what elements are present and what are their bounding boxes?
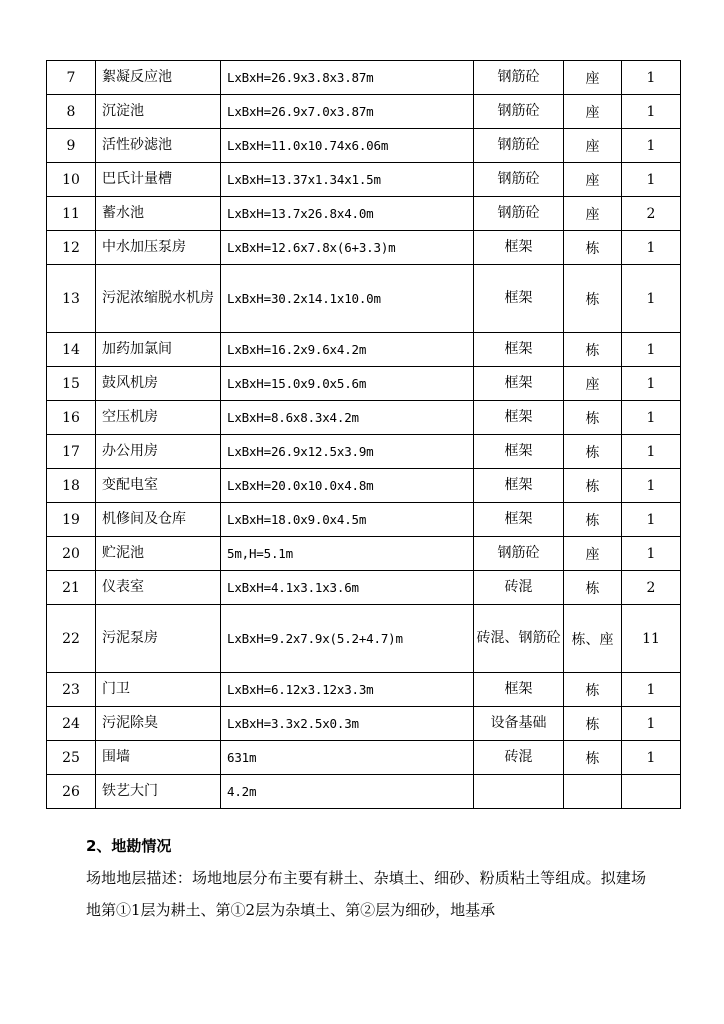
structure-type-cell: 框架 — [474, 265, 564, 333]
item-name-cell: 机修间及仓库 — [96, 503, 221, 537]
structure-type-cell: 框架 — [474, 333, 564, 367]
row-number-cell: 15 — [47, 367, 96, 401]
item-name-cell: 贮泥池 — [96, 537, 221, 571]
table-row — [47, 265, 681, 333]
table-row — [47, 503, 681, 537]
table-row — [47, 571, 681, 605]
quantity-cell: 2 — [622, 197, 681, 231]
quantity-cell: 1 — [622, 537, 681, 571]
unit-cell: 栋 — [564, 469, 622, 503]
structure-type-cell: 钢筋砼 — [474, 61, 564, 95]
dimensions-cell: LxBxH=11.0x10.74x6.06m — [221, 129, 474, 163]
item-name-cell: 污泥泵房 — [96, 605, 221, 673]
row-number-cell: 18 — [47, 469, 96, 503]
structure-type-cell: 框架 — [474, 401, 564, 435]
dimensions-cell: LxBxH=18.0x9.0x4.5m — [221, 503, 474, 537]
table-row — [47, 673, 681, 707]
item-name-cell: 沉淀池 — [96, 95, 221, 129]
item-name-cell: 加药加氯间 — [96, 333, 221, 367]
table-row — [47, 469, 681, 503]
dimensions-cell: LxBxH=3.3x2.5x0.3m — [221, 707, 474, 741]
unit-cell: 栋 — [564, 707, 622, 741]
quantity-cell: 11 — [622, 605, 681, 673]
structure-type-cell: 砖混 — [474, 741, 564, 775]
item-name-cell: 变配电室 — [96, 469, 221, 503]
quantity-cell: 1 — [622, 265, 681, 333]
table-row — [47, 95, 681, 129]
spec-table-body — [47, 61, 681, 809]
item-name-cell: 絮凝反应池 — [96, 61, 221, 95]
unit-cell: 座 — [564, 197, 622, 231]
structure-type-cell: 框架 — [474, 435, 564, 469]
dimensions-cell: LxBxH=8.6x8.3x4.2m — [221, 401, 474, 435]
unit-cell: 栋、座 — [564, 605, 622, 673]
row-number-cell: 21 — [47, 571, 96, 605]
dimensions-cell: LxBxH=9.2x7.9x(5.2+4.7)m — [221, 605, 474, 673]
unit-cell: 栋 — [564, 333, 622, 367]
unit-cell: 座 — [564, 367, 622, 401]
item-name-cell: 围墙 — [96, 741, 221, 775]
quantity-cell — [622, 775, 681, 809]
structure-type-cell: 设备基础 — [474, 707, 564, 741]
dimensions-cell: 631m — [221, 741, 474, 775]
section-heading: 2、地勘情况 — [86, 837, 172, 855]
section-paragraph: 场地地层描述：场地地层分布主要有耕土、杂填土、细砂、粉质粘土等组成。拟建场地第①1层为耕土、第①2层为杂填土、第②层为细砂，地基承 — [86, 869, 646, 919]
unit-cell: 座 — [564, 537, 622, 571]
item-name-cell: 仪表室 — [96, 571, 221, 605]
table-row — [47, 775, 681, 809]
table-row — [47, 231, 681, 265]
table-row — [47, 367, 681, 401]
row-number-cell: 24 — [47, 707, 96, 741]
quantity-cell: 1 — [622, 333, 681, 367]
row-number-cell: 17 — [47, 435, 96, 469]
dimensions-cell: LxBxH=20.0x10.0x4.8m — [221, 469, 474, 503]
row-number-cell: 19 — [47, 503, 96, 537]
quantity-cell: 1 — [622, 401, 681, 435]
item-name-cell: 蓄水池 — [96, 197, 221, 231]
structure-type-cell: 砖混、钢筋砼 — [474, 605, 564, 673]
quantity-cell: 1 — [622, 435, 681, 469]
quantity-cell: 1 — [622, 469, 681, 503]
table-row — [47, 197, 681, 231]
structure-type-cell: 砖混 — [474, 571, 564, 605]
quantity-cell: 1 — [622, 503, 681, 537]
quantity-cell: 1 — [622, 129, 681, 163]
dimensions-cell: LxBxH=12.6x7.8x(6+3.3)m — [221, 231, 474, 265]
structure-type-cell: 钢筋砼 — [474, 129, 564, 163]
row-number-cell: 11 — [47, 197, 96, 231]
building-spec-table — [46, 60, 681, 809]
dimensions-cell: LxBxH=30.2x14.1x10.0m — [221, 265, 474, 333]
unit-cell: 座 — [564, 95, 622, 129]
unit-cell: 栋 — [564, 231, 622, 265]
row-number-cell: 25 — [47, 741, 96, 775]
quantity-cell: 1 — [622, 367, 681, 401]
quantity-cell: 2 — [622, 571, 681, 605]
row-number-cell: 10 — [47, 163, 96, 197]
structure-type-cell: 钢筋砼 — [474, 95, 564, 129]
table-row — [47, 435, 681, 469]
unit-cell: 座 — [564, 163, 622, 197]
item-name-cell: 门卫 — [96, 673, 221, 707]
row-number-cell: 22 — [47, 605, 96, 673]
table-row — [47, 129, 681, 163]
unit-cell: 座 — [564, 129, 622, 163]
structure-type-cell: 钢筋砼 — [474, 537, 564, 571]
structure-type-cell: 钢筋砼 — [474, 197, 564, 231]
item-name-cell: 巴氏计量槽 — [96, 163, 221, 197]
row-number-cell: 14 — [47, 333, 96, 367]
row-number-cell: 13 — [47, 265, 96, 333]
structure-type-cell: 框架 — [474, 367, 564, 401]
unit-cell: 栋 — [564, 265, 622, 333]
structure-type-cell: 框架 — [474, 503, 564, 537]
quantity-cell: 1 — [622, 61, 681, 95]
table-row — [47, 741, 681, 775]
dimensions-cell: 4.2m — [221, 775, 474, 809]
item-name-cell: 污泥除臭 — [96, 707, 221, 741]
unit-cell: 栋 — [564, 571, 622, 605]
item-name-cell: 空压机房 — [96, 401, 221, 435]
quantity-cell: 1 — [622, 741, 681, 775]
row-number-cell: 12 — [47, 231, 96, 265]
quantity-cell: 1 — [622, 95, 681, 129]
unit-cell: 栋 — [564, 741, 622, 775]
table-row — [47, 605, 681, 673]
unit-cell — [564, 775, 622, 809]
dimensions-cell: LxBxH=26.9x12.5x3.9m — [221, 435, 474, 469]
item-name-cell: 鼓风机房 — [96, 367, 221, 401]
item-name-cell: 铁艺大门 — [96, 775, 221, 809]
unit-cell: 栋 — [564, 673, 622, 707]
table-row — [47, 333, 681, 367]
row-number-cell: 23 — [47, 673, 96, 707]
row-number-cell: 20 — [47, 537, 96, 571]
item-name-cell: 中水加压泵房 — [96, 231, 221, 265]
row-number-cell: 7 — [47, 61, 96, 95]
quantity-cell: 1 — [622, 231, 681, 265]
table-row — [47, 707, 681, 741]
row-number-cell: 26 — [47, 775, 96, 809]
quantity-cell: 1 — [622, 673, 681, 707]
table-row — [47, 61, 681, 95]
row-number-cell: 9 — [47, 129, 96, 163]
dimensions-cell: LxBxH=15.0x9.0x5.6m — [221, 367, 474, 401]
dimensions-cell: LxBxH=16.2x9.6x4.2m — [221, 333, 474, 367]
table-row — [47, 537, 681, 571]
structure-type-cell — [474, 775, 564, 809]
quantity-cell: 1 — [622, 707, 681, 741]
dimensions-cell: LxBxH=6.12x3.12x3.3m — [221, 673, 474, 707]
unit-cell: 座 — [564, 61, 622, 95]
dimensions-cell: LxBxH=26.9x7.0x3.87m — [221, 95, 474, 129]
row-number-cell: 8 — [47, 95, 96, 129]
dimensions-cell: LxBxH=26.9x3.8x3.87m — [221, 61, 474, 95]
quantity-cell: 1 — [622, 163, 681, 197]
table-row — [47, 401, 681, 435]
item-name-cell: 活性砂滤池 — [96, 129, 221, 163]
item-name-cell: 污泥浓缩脱水机房 — [96, 265, 221, 333]
structure-type-cell: 框架 — [474, 673, 564, 707]
unit-cell: 栋 — [564, 503, 622, 537]
dimensions-cell: 5m,H=5.1m — [221, 537, 474, 571]
structure-type-cell: 框架 — [474, 231, 564, 265]
table-row — [47, 163, 681, 197]
unit-cell: 栋 — [564, 401, 622, 435]
structure-type-cell: 框架 — [474, 469, 564, 503]
dimensions-cell: LxBxH=13.7x26.8x4.0m — [221, 197, 474, 231]
dimensions-cell: LxBxH=13.37x1.34x1.5m — [221, 163, 474, 197]
dimensions-cell: LxBxH=4.1x3.1x3.6m — [221, 571, 474, 605]
structure-type-cell: 钢筋砼 — [474, 163, 564, 197]
unit-cell: 栋 — [564, 435, 622, 469]
item-name-cell: 办公用房 — [96, 435, 221, 469]
row-number-cell: 16 — [47, 401, 96, 435]
